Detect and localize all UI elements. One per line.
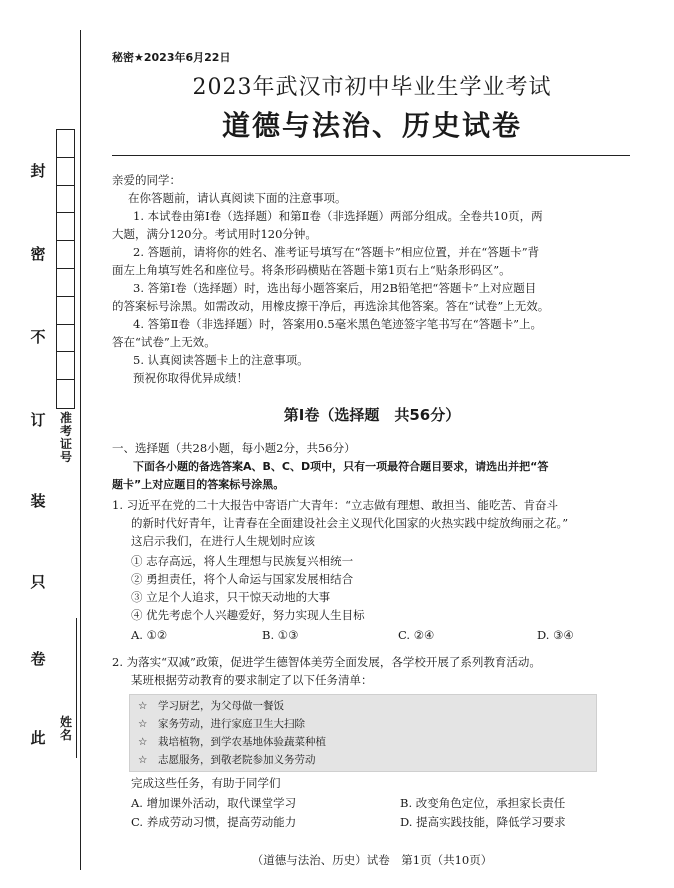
exam-id-label: 准 考 证 号 [59, 411, 72, 464]
section-title: 第Ⅰ卷（选择题 共56分） [283, 406, 461, 424]
seal-char-7: 卷 [30, 650, 46, 668]
exam-title: 2023年武汉市初中毕业生学业考试 [192, 75, 552, 100]
star-icon: ☆ [138, 700, 148, 712]
name-label: 姓 名 [59, 715, 72, 742]
instruction-line: 2. 答题前，请将你的姓名、准考证号填写在“答题卡”相应位置，并在“答题卡”背 [133, 245, 540, 259]
wish-line: 预祝你取得优异成绩！ [133, 371, 248, 385]
seal-char-3: 不 [30, 328, 46, 346]
statement-item: ③ 立足个人追求，只干惊天动地的大事 [131, 590, 331, 604]
instruction-line: 答在“试卷”上无效。 [112, 335, 216, 349]
star-icon: ☆ [138, 718, 148, 730]
intro-line: 在你答题前，请认真阅读下面的注意事项。 [128, 191, 347, 205]
task-item: ☆ 学习厨艺，为父母做一餐饭 [138, 700, 284, 712]
page-footer: （道德与法治、历史）试卷 第1页（共10页） [251, 853, 493, 867]
instruction-line: 3. 答第Ⅰ卷（选择题）时，选出每小题答案后，用2B铅笔把“答题卡”上对应题目 [133, 281, 537, 295]
answer-option-d[interactable]: D. 提高实践技能，降低学习要求 [400, 815, 566, 829]
task-item: ☆ 志愿服务，到敬老院参加义务劳动 [138, 754, 316, 766]
statement-item: ④ 优先考虑个人兴趣爱好，努力实现人生目标 [131, 608, 365, 622]
answer-option-c[interactable]: C. ②④ [398, 628, 435, 642]
part-heading: 一、选择题（共28小题，每小题2分，共56分） [112, 441, 356, 455]
secret-mark: 秘密★2023年6月22日 [112, 51, 231, 64]
task-item: ☆ 家务劳动，进行家庭卫生大扫除 [138, 718, 305, 730]
star-icon: ☆ [138, 754, 148, 766]
binding-line [80, 30, 81, 870]
instruction-line: 大题，满分120分。考试用时120分钟。 [112, 227, 317, 241]
question-1-stem: 1. 习近平在党的二十大报告中寄语广大青年：“立志做有理想、敢担当、能吃苦、肯奋斗 [112, 498, 559, 512]
part-instruction: 下面各小题的备选答案A、B、C、D项中，只有一项最符合题目要求，请选出并把“答 [133, 460, 549, 473]
answer-option-a[interactable]: A. ①② [131, 628, 168, 642]
question-2-stem: 某班根据劳动教育的要求制定了以下任务清单： [131, 673, 373, 687]
header-rule [112, 155, 630, 156]
answer-option-a[interactable]: A. 增加课外活动，取代课堂学习 [131, 796, 297, 810]
answer-option-d[interactable]: D. ③④ [537, 628, 574, 642]
seal-char-1: 封 [30, 162, 46, 180]
instruction-line: 的答案标号涂黑。如需改动，用橡皮擦干净后，再选涂其他答案。答在“试卷”上无效。 [112, 299, 550, 313]
statement-item: ② 勇担责任，将个人命运与国家发展相结合 [131, 572, 354, 586]
name-write-line[interactable] [76, 618, 77, 758]
question-1-stem: 的新时代好青年，让青春在全面建设社会主义现代化国家的火热实践中绽放绚丽之花。” [131, 516, 569, 530]
question-2-stem: 2. 为落实“双减”政策，促进学生德智体美劳全面发展，各学校开展了系列教育活动。 [112, 655, 541, 669]
exam-subtitle: 道德与法治、历史试卷 [221, 109, 522, 142]
seal-char-2: 密 [30, 245, 46, 263]
instruction-line: 面左上角填写姓名和座位号。将条形码横贴在答题卡第1页右上“贴条形码区”。 [112, 263, 511, 277]
greeting: 亲爱的同学： [112, 173, 181, 187]
answer-option-b[interactable]: B. 改变角色定位，承担家长责任 [400, 796, 566, 810]
seal-char-6: 只 [30, 573, 46, 591]
instruction-line: 4. 答第Ⅱ卷（非选择题）时，答案用0.5毫米黑色笔迹签字笔书写在“答题卡”上。 [133, 317, 542, 331]
task-item: ☆ 栽培植物，到学农基地体验蔬菜种植 [138, 736, 326, 748]
seal-char-5: 装 [30, 492, 46, 510]
statement-item: ① 志存高远，将人生理想与民族复兴相统一 [131, 554, 354, 568]
seal-char-8: 此 [30, 729, 46, 747]
star-icon: ☆ [138, 736, 148, 748]
question-2-prompt: 完成这些任务，有助于同学们 [131, 776, 281, 790]
seal-char-4: 订 [30, 411, 46, 429]
instruction-line: 5. 认真阅读答题卡上的注意事项。 [133, 353, 309, 367]
answer-option-b[interactable]: B. ①③ [262, 628, 299, 642]
answer-option-c[interactable]: C. 养成劳动习惯，提高劳动能力 [131, 815, 297, 829]
part-instruction: 题卡”上对应题目的答案标号涂黑。 [112, 478, 285, 491]
exam-id-boxes[interactable] [56, 129, 75, 409]
instruction-line: 1. 本试卷由第Ⅰ卷（选择题）和第Ⅱ卷（非选择题）两部分组成。全卷共10页，两 [133, 209, 543, 223]
question-1-stem: 这启示我们，在进行人生规划时应该 [131, 534, 315, 548]
